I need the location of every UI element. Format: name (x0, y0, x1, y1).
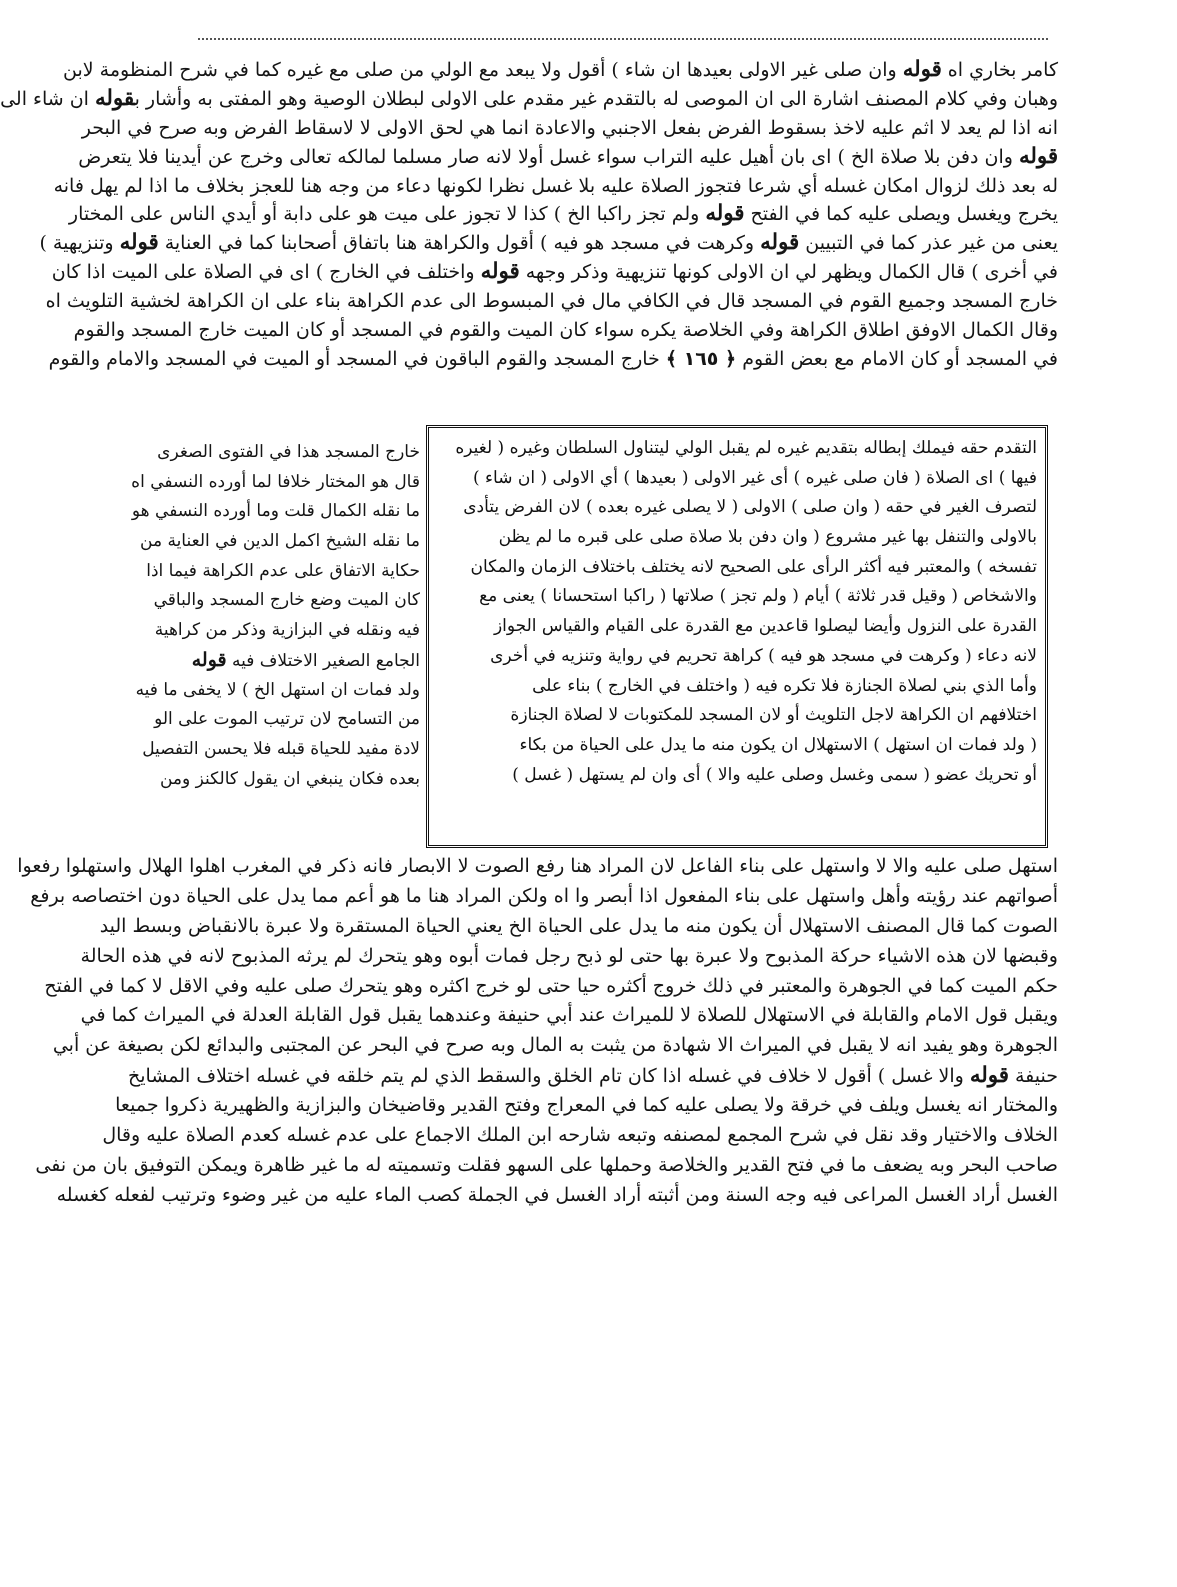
side-commentary-line: الجامع الصغير الاختلاف فيه قوله (191, 648, 420, 671)
side-commentary-line: بعده فكان ينبغي ان يقول كالكنز ومن (159, 768, 420, 789)
commentary-line: حنيفة قوله والا غسل ) أقول لا خلاف في غسله اذا كان تام الخلق والسقط الذي لم يتم خلقه في غسله اختلاف المشايخ (127, 1063, 1058, 1089)
side-commentary-line: خارج المسجد هذا في الفتوى الصغرى (157, 442, 420, 462)
keyword-marker: قوله (191, 648, 227, 671)
commentary-line: صاحب البحر وبه يضعف ما في فتح القدير والخلاصة وحملها على السهو فقلت وتسميته له ما غير ظاهرة ويمكن التوفيق بان من نفى (35, 1153, 1058, 1176)
page-line-left: خارج المسجد والقوم الباقون في المسجد أو الميت في المسجد والامام والقوم (48, 347, 660, 370)
main-text-line: أو تحريك عضو ( سمى وغسل وصلى عليه والا ) أى وان لم يستهل ( غسل ) (512, 764, 1037, 785)
page-number-line (48, 345, 1058, 374)
commentary-line: وقبضها لان هذه الاشياء حركة المذبوح ولا عبرة بها حتى لو ذبح رجل فمات أبوه وهو يتحرك لم يرثه المذبوح لانه في هذه الحالة (80, 944, 1058, 967)
keyword-marker: قوله (969, 1063, 1009, 1089)
main-text-frame (426, 425, 1048, 848)
side-commentary-line: ما نقله الشيخ اكمل الدين في العناية من (140, 531, 420, 552)
keyword-marker: قوله (94, 85, 135, 111)
keyword-marker: قوله (119, 230, 159, 256)
commentary-line: الجوهرة وهو يفيد انه لا يقبل في الميراث الا شهادة من يثبت به المال وبه صرح في البحر عن المجتبى والبدائع لكن بصيغة عن أبي (52, 1034, 1058, 1057)
main-text-line: ( ولد فمات ان استهل ) الاستهلال ان يكون منه ما يدل على الحياة من بكاء (519, 734, 1037, 755)
commentary-line: في أخرى ) قال الكمال ويظهر لي ان الاولى كونها تنزيهية وذكر وجهه قوله واختلف في الخارج ) اى في الصلاة على الميت اذا كان (51, 259, 1058, 285)
main-text (437, 434, 1037, 790)
side-commentary-line: فيه ونقله في البزازية وذكر من كراهية (154, 620, 420, 641)
commentary-line: انه اذا لم يعد لا اثم عليه لاخذ بسقوط الفرض بفعل الاجنبي والاعادة انما هي لحق الاولى لا لاسقاط الفرض وبه صرح في البحر (81, 116, 1058, 139)
top-commentary (0, 56, 1058, 374)
keyword-marker: قوله (1018, 143, 1058, 169)
keyword-marker: قوله (902, 57, 942, 82)
main-text-line: التقدم حقه فيملك إبطاله بتقديم غيره لم يقبل الولي ليتناول السلطان وغيره ( لغيره (455, 438, 1037, 458)
side-commentary-line: قال هو المختار خلافا لما أورده النسفي اه (131, 471, 420, 492)
commentary-line: خارج المسجد وجميع القوم في المسجد قال في الكافي مال في المبسوط الى عدم الكراهة بناء على ان الكراهة لخشية التلويث اه (45, 290, 1058, 313)
commentary-line: قوله وان دفن بلا صلاة الخ ) اى بان أهيل عليه التراب سواء غسل أولا لانه صار مسلما لمالكه تعالى وخرج عن أيدينا فلا يتعرض (78, 143, 1058, 169)
commentary-line: ويقبل قول الامام والقابلة في الاستهلال للصلاة لا للميراث عند أبي حنيفة وعندهما يقبل قول القابلة العدلة في الميراث كما في (80, 1004, 1058, 1027)
main-text-line: اختلافهم ان الكراهة لاجل التلويث أو لان المسجد للمكتوبات لا لصلاة الجنازة (510, 705, 1037, 726)
commentary-line: له بعد ذلك لزوال امكان غسله أي شرعا فتجوز الصلاة عليه بلا غسل نظرا لكونها دعاء من وجه هنا للعجز بخلاف ما اذا لم يهل فانه (53, 174, 1058, 197)
cropped-header-line (198, 38, 1048, 54)
main-text-line: لانه دعاء ( وكرهت في مسجد هو فيه ) كراهة تحريم في رواية وتنزيه في أخرى (490, 645, 1037, 666)
side-commentary-line: ولد فمات ان استهل الخ ) لا يخفى ما فيه (135, 679, 420, 700)
bottom-commentary (17, 852, 1058, 1211)
page-line-right: في المسجد أو كان الامام مع بعض القوم (742, 347, 1058, 370)
main-text-line: تفسخه ) والمعتبر فيه أكثر الرأى على الصحيح لانه يختلف باختلاف الزمان والمكان (470, 556, 1037, 577)
side-commentary-line: حكاية الاتفاق على عدم الكراهة فيما اذا (146, 560, 420, 581)
commentary-line: وقال الكمال الاوفق اطلاق الكراهة وفي الخلاصة يكره سواء كان الميت والقوم في المسجد أو كان الميت خارج المسجد والقوم (73, 319, 1058, 342)
side-commentary (131, 438, 420, 794)
commentary-line: استهل صلى عليه والا لا واستهل على بناء الفاعل لان المراد هنا رفع الصوت لا الابصار فانه ذكر في المغرب اهلوا الهلال واستهلوا رفعوا (17, 855, 1058, 877)
main-text-line: القدرة على النزول وأيضا ليصلوا قاعدين مع القدرة على القيام والقياس الجواز (493, 616, 1037, 637)
commentary-line: أصواتهم عند رؤيته وأهل واستهل على بناء المفعول اذا أبصر وا اه ولكن المراد هنا ما هو أعم مما يدل على الحياة دون اختصاصه برفع (30, 884, 1058, 907)
keyword-marker: قوله (480, 259, 520, 285)
main-text-line: فيها ) اى الصلاة ( فان صلى غيره ) أى غير الاولى ( بعيدها ) أي الاولى ( ان شاء ) (473, 467, 1037, 488)
side-commentary-line: لادة مفيد للحياة قبله فلا يحسن التفصيل (142, 738, 420, 759)
page-number: ﴿ ١٦٥ ﴾ (665, 347, 737, 370)
main-text-line: وأما الذي بني لصلاة الجنازة فلا تكره فيه ( واختلف في الخارج ) بناء على (532, 675, 1037, 696)
commentary-line: الخلاف والاختيار وقد نقل في شرح المجمع لمصنفه وتبعه شارحه ابن الملك الاجماع على عدم غسله كعدم الصلاة عليه وقال (102, 1124, 1058, 1147)
commentary-line: الصوت كما قال المصنف الاستهلال أن يكون منه ما يدل على الحياة الخ يعني الحياة المستقرة ولا عبرة بالانقباض وبسط اليد (99, 914, 1058, 937)
main-text-line: والاشخاص ( وقيل قدر ثلاثة ) أيام ( ولم تجز ) صلاتها ( راكبا استحسانا ) يعنى مع (479, 586, 1037, 607)
commentary-line: الغسل أراد الغسل المراعى فيه وجه السنة ومن أثبته أراد الغسل في الجملة كصب الماء عليه من غير وضوء وترتيب لفعله كغسله (56, 1183, 1058, 1206)
keyword-marker: قوله (760, 230, 800, 256)
main-text-line: بالاولى والتنفل بها غير مشروع ( وان دفن بلا صلاة صلى على قبره ما لم يظن (498, 527, 1037, 548)
commentary-line: وهبان وفي كلام المصنف اشارة الى ان الموصى له بالتقدم غير مقدم على الاولى لبطلان الوصية وهو المفتى به وأشار بقوله ان شاء الى (0, 85, 1058, 111)
commentary-line: يخرج ويغسل ويصلى عليه كما في الفتح قوله ولم تجز راكبا الخ ) كذا لا تجوز على ميت هو على دابة أو أيدي الناس على المختار (68, 201, 1058, 227)
side-commentary-line: كان الميت وضع خارج المسجد والباقي (153, 590, 420, 611)
side-commentary-line: من التسامح لان ترتيب الموت على الو (154, 709, 420, 730)
commentary-line: والمختار انه يغسل ويلف في خرقة ولا يصلى عليه كما في المعراج وفتح القدير وقاضيخان والبزازية والظهيرية ذكروا جميعا (115, 1094, 1058, 1117)
commentary-line: حكم الميت كما في الجوهرة والمعتبر في ذلك خروج أكثره حيا حتى لو خرج اكثره وهو يتحرك صلى عليه وفي الاقل لا كما في الفتح (44, 974, 1058, 997)
main-text-line: لتصرف الغير في حقه ( وان صلى ) الاولى ( لا يصلى غيره بعده ) لان الفرض يتأدى (463, 497, 1037, 518)
keyword-marker: قوله (705, 201, 745, 227)
commentary-line: كامر بخاري اه قوله وان صلى غير الاولى بعيدها ان شاء ) أقول ولا يبعد مع الولي من صلى مع غيره كما في شرح المنظومة لابن (63, 57, 1058, 82)
commentary-line: يعنى من غير عذر كما في التبيين قوله وكرهت في مسجد هو فيه ) أقول والكراهة هنا باتفاق أصحابنا كما في العناية قوله وتنزيهية ) (39, 230, 1058, 256)
side-commentary-line: ما نقله الكمال قلت وما أورده النسفي هو (131, 501, 420, 522)
